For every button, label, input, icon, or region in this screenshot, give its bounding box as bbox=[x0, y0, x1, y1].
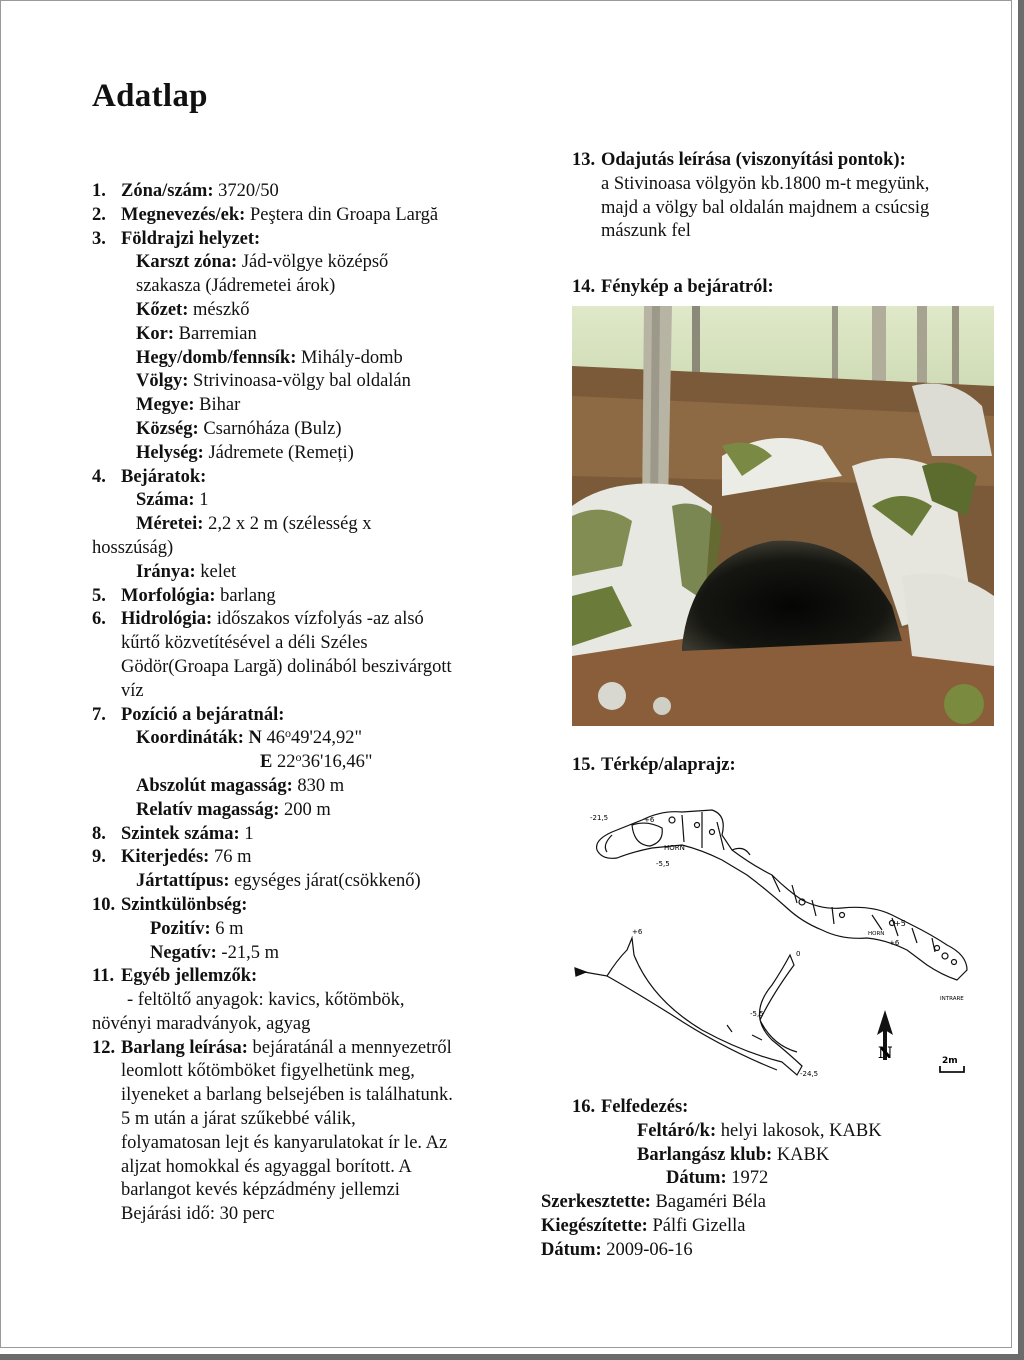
megye: Megye: Bihar bbox=[136, 395, 241, 416]
map-label: N bbox=[878, 1042, 893, 1062]
map-label: -24,5 bbox=[800, 1069, 819, 1078]
leiras-line: 5 m után a járat szűkebbé válik, bbox=[121, 1109, 356, 1130]
item-morfologia: 5. Morfológia: barlang bbox=[92, 585, 276, 606]
item-zona: 1. Zóna/szám: 3720/50 bbox=[92, 181, 279, 201]
cave-map bbox=[572, 790, 992, 1090]
kozet: Kőzet: mészkő bbox=[136, 299, 250, 320]
kor: Kor: Barremian bbox=[136, 323, 257, 344]
hegy: Hegy/domb/fennsík: Mihály-domb bbox=[136, 347, 403, 368]
plan-view bbox=[597, 810, 967, 980]
meretei-cont: hosszúság) bbox=[92, 537, 174, 558]
leiras-line: barlangot kevés képzádmény jellemzi bbox=[121, 1180, 400, 1201]
item-hidrologia: 6. Hidrológia: időszakos vízfolyás -az alsó bbox=[92, 609, 424, 630]
leiras-line: ilyeneket a barlang belsejében is találhatunk. bbox=[121, 1085, 453, 1106]
cave-photo-illustration bbox=[572, 306, 994, 726]
karszt-zona-cont: szakasza (Jádremetei árok) bbox=[136, 276, 336, 297]
page-title: Adatlap bbox=[92, 78, 208, 114]
item-leiras: 12. Barlang leírása: bejáratánál a mennyezetről bbox=[92, 1037, 452, 1058]
item-szintek: 8. Szintek száma: 1 bbox=[92, 823, 254, 844]
volgy: Völgy: Strivinoasa-völgy bal oldalán bbox=[136, 371, 411, 392]
map-label: 0 bbox=[796, 949, 801, 958]
map-label: 2m bbox=[942, 1055, 958, 1066]
map-label: HORN bbox=[664, 843, 685, 852]
item-bejaratok: 4. Bejáratok: bbox=[92, 466, 207, 487]
left-column bbox=[92, 180, 512, 1227]
map-label: -5,5 bbox=[750, 1009, 764, 1018]
map-label: HORN bbox=[868, 930, 885, 937]
helyseg: Helység: Jádremete (Remeți) bbox=[136, 442, 354, 463]
item-fenykep: 14. Fénykép a bejáratról: bbox=[572, 277, 774, 298]
datum-szerkesztes: Dátum: 2009-06-16 bbox=[541, 1239, 693, 1260]
leiras-line: folyamatosan lejt és kanyarulatokat ír le. Az bbox=[121, 1132, 448, 1153]
abszolut-magassag: Abszolút magasság: 830 m bbox=[136, 775, 345, 796]
map-label: +6 bbox=[632, 927, 643, 936]
item-kiterjedes: 9. Kiterjedés: 76 m bbox=[92, 847, 252, 868]
koordinatak-e: E 22$^o$36'16,46" bbox=[260, 750, 373, 773]
felfedezes-block bbox=[541, 1096, 1001, 1263]
right-column bbox=[572, 149, 992, 1090]
map-label: INTRARE bbox=[940, 995, 964, 1002]
map-label: +6 bbox=[889, 938, 900, 947]
map-label: -5,5 bbox=[656, 859, 670, 868]
barlangasz-klub: Barlangász klub: KABK bbox=[637, 1144, 830, 1165]
jarattipus: Jártattípus: egységes járat(csökkenő) bbox=[136, 871, 421, 892]
cave-entrance-photo bbox=[572, 306, 994, 726]
item-szintkulonbseg: 10. Szintkülönbség: bbox=[92, 894, 248, 915]
kiegeszitette: Kiegészítette: Pálfi Gizella bbox=[541, 1215, 746, 1236]
item-egyeb: 11. Egyéb jellemzők: bbox=[92, 966, 258, 987]
negativ: Negatív: -21,5 m bbox=[150, 942, 279, 963]
hidrologia-l3: Gödör(Groapa Largă) dolinából beszivárgott bbox=[121, 656, 452, 677]
map-label: +6 bbox=[644, 815, 655, 824]
leiras-line: aljzat homokkal és agyaggal borított. A bbox=[121, 1156, 412, 1177]
egyeb-l2: növényi maradványok, agyag bbox=[92, 1013, 311, 1034]
item-odajutas: 13. Odajutás leírása (viszonyítási pontok): bbox=[572, 150, 906, 170]
egyeb-l1: - feltöltő anyagok: kavics, kőtömbök, bbox=[127, 990, 405, 1011]
map-label: -21,5 bbox=[590, 813, 609, 822]
profile-view bbox=[575, 938, 802, 1075]
cave-map-illustration bbox=[572, 790, 992, 1090]
item-pozicio: 7. Pozíció a bejáratnál: bbox=[92, 704, 285, 725]
leiras-line: leomlott kőtömböket figyelhetünk meg, bbox=[121, 1061, 415, 1082]
koordinatak-n: Koordináták: N 46$^o$49'24,92" bbox=[136, 726, 363, 749]
scale-bar bbox=[940, 1056, 964, 1072]
pozitiv: Pozitív: 6 m bbox=[150, 918, 244, 939]
odajutas-line: mászunk fel bbox=[601, 221, 691, 242]
hidrologia-l2: kűrtő közvetítésével a déli Széles bbox=[121, 633, 368, 654]
map-label: +5 bbox=[894, 918, 906, 928]
datum-felfedezes: Dátum: 1972 bbox=[666, 1168, 769, 1189]
item-foldrajzi: 3. Földrajzi helyzet: bbox=[92, 228, 261, 249]
karszt-zona: Karszt zóna: Jád-völgye középső bbox=[136, 252, 389, 273]
iranya: Iránya: kelet bbox=[136, 561, 237, 582]
item-felfedezes: 16. Felfedezés: bbox=[572, 1097, 689, 1117]
feltaro: Feltáró/k: helyi lakosok, KABK bbox=[637, 1120, 882, 1141]
odajutas-line: a Stivinoasa völgyön kb.1800 m-t megyünk, bbox=[601, 173, 930, 194]
relativ-magassag: Relatív magasság: 200 m bbox=[136, 799, 331, 820]
leiras-line: Bejárási idő: 30 perc bbox=[121, 1204, 275, 1225]
north-arrow-icon bbox=[877, 1010, 893, 1062]
odajutas-line: majd a völgy bal oldalán majdnem a csúcsig bbox=[601, 197, 930, 218]
szerkesztette: Szerkesztette: Bagaméri Béla bbox=[541, 1192, 766, 1213]
meretei: Méretei: 2,2 x 2 m (szélesség x bbox=[136, 514, 372, 535]
hidrologia-l4: víz bbox=[121, 680, 144, 701]
item-megnevezes: 2. Megnevezés/ek: Peştera din Groapa Largă bbox=[92, 204, 439, 225]
item-terkep: 15. Térkép/alaprajz: bbox=[572, 754, 736, 775]
szama: Száma: 1 bbox=[136, 490, 209, 511]
kozseg: Község: Csarnóháza (Bulz) bbox=[136, 418, 342, 439]
